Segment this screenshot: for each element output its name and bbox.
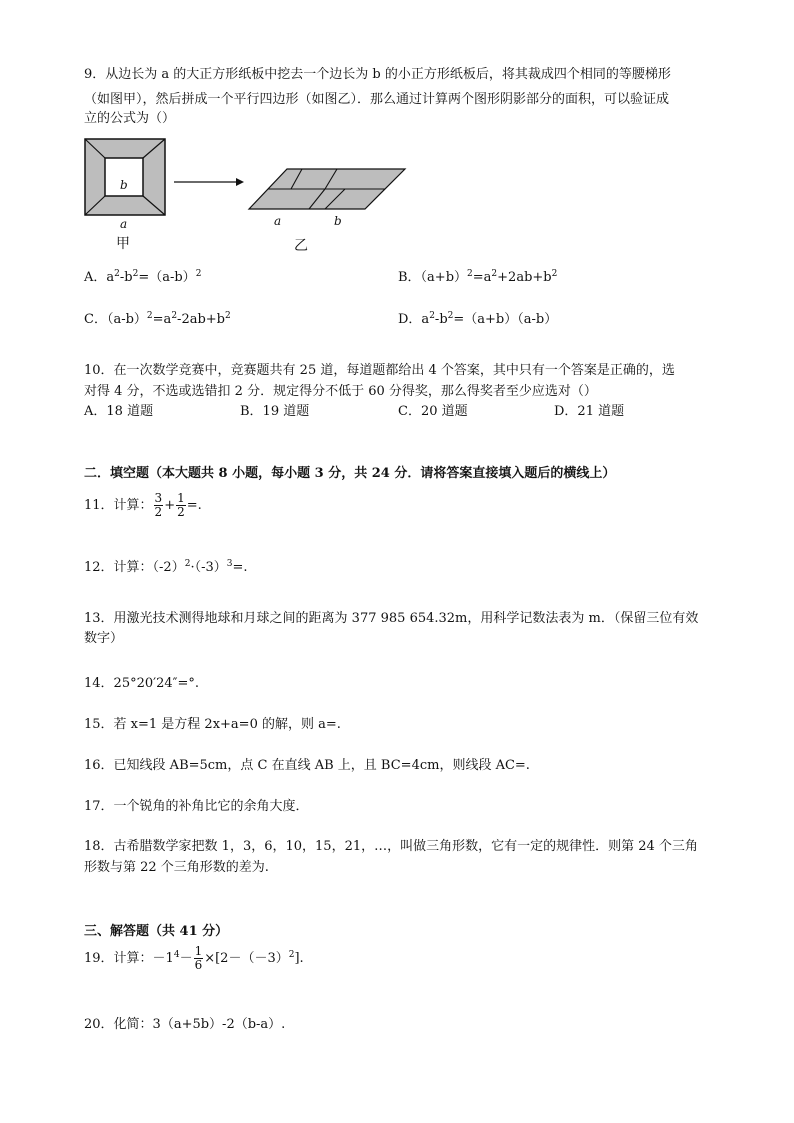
- figure-yi-caption: 乙: [294, 238, 308, 254]
- q9-option-d-mid: -b: [434, 312, 448, 327]
- q11-fraction-1: [154, 492, 164, 519]
- q9-option-c-exp2: 2: [171, 311, 178, 321]
- q9-option-a-post: =（a-b）: [138, 270, 196, 285]
- q20-text: 20．化简：3（a+5b）-2（b-a）.: [84, 1017, 286, 1032]
- q9-option-b-post: +2ab+b: [497, 270, 552, 285]
- q16-text: 16．已知线段 AB=5cm，点 C 在直线 AB 上，且 BC=4cm，则线段 AC=.: [84, 758, 530, 773]
- q9-option-d-text: D．a: [398, 312, 430, 327]
- q9-option-b-exp3: 2: [551, 269, 558, 279]
- figure-jia-square-diagram: [84, 138, 166, 216]
- q9-text-line1: 9．从边长为 a 的大正方形纸板中挖去一个边长为 b 的小正方形纸板后，将其裁成四个相同的等腰梯形: [84, 67, 671, 82]
- q13-text-line2: 数字）: [84, 631, 124, 646]
- q9-option-c[interactable]: [84, 311, 231, 329]
- q9-text-line3: 立的公式为（）: [84, 111, 176, 126]
- q19-rest: ×[2－（－3）: [204, 951, 289, 966]
- q19-fraction: [194, 945, 204, 972]
- q9-option-b-exp1: 2: [467, 269, 473, 279]
- q9-option-a-text: A．a: [84, 270, 115, 285]
- q11-fraction-2: [176, 492, 186, 519]
- q11-suffix: =.: [186, 498, 202, 513]
- q9-option-a[interactable]: [84, 269, 201, 287]
- q9-option-a-exp2: 2: [132, 269, 139, 279]
- q9-option-d-exp1: 2: [429, 311, 435, 321]
- q18-text-line2: 形数与第 22 个三角形数的差为.: [84, 860, 269, 875]
- section-3-title: 三、解答题（共 41 分）: [84, 924, 229, 939]
- q12-exponent-2: 3: [226, 559, 233, 569]
- q11-plus: +: [164, 498, 176, 513]
- q14-text: 14．25°20′24″=°.: [84, 676, 200, 691]
- q9-text-line2: （如图甲），然后拼成一个平行四边形（如图乙）．那么通过计算两个图形阴影部分的面积，可以验证成: [84, 92, 670, 107]
- q11-prefix: 11．计算：: [84, 498, 153, 513]
- q19-exponent-1: 4: [173, 950, 180, 960]
- q17-text: 17．一个锐角的补角比它的余角大度．: [84, 799, 309, 814]
- q9-option-d-exp2: 2: [447, 311, 454, 321]
- figure-jia-label-a: a: [120, 217, 128, 231]
- q11-denominator-1: 2: [154, 505, 163, 519]
- q10-text-line2: 对得 4 分，不选或选错扣 2 分．规定得分不低于 60 分得奖，那么得奖者至少应选对（）: [84, 384, 597, 399]
- q9-option-c-exp3: 2: [225, 311, 231, 321]
- q9-option-d[interactable]: [398, 311, 557, 329]
- q9-option-d-post: =（a+b）（a-b）: [453, 312, 558, 327]
- figure-jia-caption: 甲: [116, 236, 130, 252]
- q19-end: ].: [294, 951, 304, 966]
- q10-option-c[interactable]: C．20 道题: [398, 404, 468, 419]
- q10-option-d[interactable]: D．21 道题: [554, 404, 625, 419]
- q9-option-c-mid: =a: [152, 312, 172, 327]
- q19-minus: －: [179, 951, 193, 966]
- q9-option-c-text: C．（a-b）: [84, 312, 147, 327]
- q9-option-a-exp3: 2: [195, 269, 202, 279]
- q9-option-a-mid: -b: [119, 270, 133, 285]
- q12-suffix: =.: [232, 560, 248, 575]
- q19-denominator: 6: [194, 958, 203, 972]
- q13-text-line1: 13．用激光技术测得地球和月球之间的距离为 377 985 654.32m，用科学记数法表为 m．（保留三位有效: [84, 611, 699, 626]
- q12-exponent-1: 2: [184, 559, 191, 569]
- q19-prefix: 19．计算：－1: [84, 951, 174, 966]
- q12-expression: [84, 559, 248, 577]
- q9-option-c-exp1: 2: [146, 311, 153, 321]
- q19-exponent-2: 2: [288, 950, 295, 960]
- q9-option-b-exp2: 2: [491, 269, 498, 279]
- q9-option-b-mid: =a: [472, 270, 492, 285]
- figure-yi-label-b: b: [334, 214, 342, 228]
- q9-option-b[interactable]: [398, 269, 557, 287]
- figure-yi-label-a: a: [274, 214, 282, 228]
- section-2-title: 二．填空题（本大题共 8 小题，每小题 3 分，共 24 分．请将答案直接填入题后的横线上）: [84, 466, 616, 481]
- figure-jia-label-b: b: [120, 178, 128, 192]
- q12-mid: ·（-3）: [190, 560, 227, 575]
- q11-numerator-2: 1: [177, 491, 185, 505]
- arrow-icon: [174, 176, 244, 188]
- q10-text-line1: 10．在一次数学竞赛中，竞赛题共有 25 道，每道题都给出 4 个答案，其中只有一个答案是正确的，选: [84, 363, 675, 378]
- q9-option-c-post: -2ab+b: [177, 312, 225, 327]
- q10-option-a[interactable]: A．18 道题: [84, 404, 154, 419]
- q19-expression: [84, 944, 304, 974]
- q9-option-b-text: B．（a+b）: [398, 270, 468, 285]
- q18-text-line1: 18．古希腊数学家把数 1，3，6，10，15，21，…，叫做三角形数，它有一定的规律性．则第 24 个三角: [84, 839, 698, 854]
- q11-numerator-1: 3: [154, 491, 163, 505]
- q9-option-a-exp1: 2: [114, 269, 120, 279]
- q19-numerator: 1: [194, 944, 203, 958]
- q11-expression: [84, 491, 202, 521]
- figure-yi-parallelogram-diagram: [247, 167, 407, 213]
- q11-denominator-2: 2: [177, 505, 185, 519]
- q10-option-b[interactable]: B．19 道题: [240, 404, 310, 419]
- q12-prefix: 12．计算：（-2）: [84, 560, 185, 575]
- q15-text: 15．若 x=1 是方程 2x+a=0 的解，则 a=.: [84, 717, 341, 732]
